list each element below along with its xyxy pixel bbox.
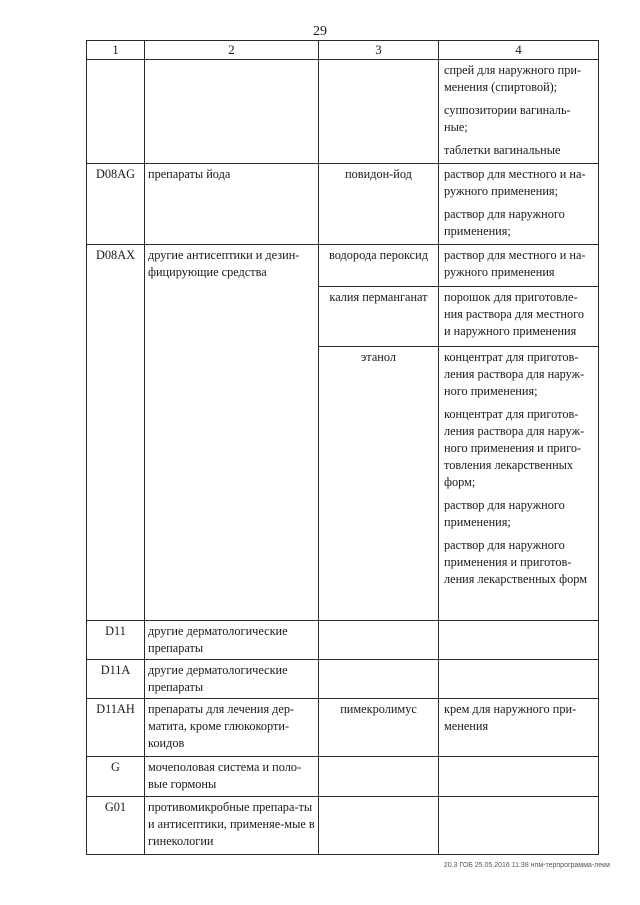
forms-cell [439,660,599,699]
table-row [87,245,599,287]
name-cell: препараты йода [145,164,319,245]
code-cell [87,60,145,164]
drug-cell [319,660,439,699]
name-cell: препараты для лечения дер-матита, кроме глюкокорти-коидов [145,699,319,757]
table-row [87,757,599,797]
form-item: таблетки вагинальные [444,143,561,157]
form-item: суппозитории вагиналь-ные; [444,103,571,134]
header-col-3: 3 [319,41,439,60]
table-row [87,699,599,757]
name-cell: мочеполовая система и поло-вые гормоны [145,757,319,797]
header-col-4: 4 [439,41,599,60]
code-cell: D11AH [87,699,145,757]
header-row [87,41,599,60]
name-cell: другие антисептики и дезин-фицирующие средства [145,245,319,621]
header-col-1: 1 [87,41,145,60]
drug-table [86,40,599,855]
code-cell: D11A [87,660,145,699]
name-cell: другие дерматологические препараты [145,660,319,699]
drug-cell: повидон-йод [319,164,439,245]
drug-cell [319,60,439,164]
forms-cell [439,797,599,855]
drug-cell [319,757,439,797]
forms-cell [439,164,599,245]
form-item: раствор для наружного применения; [444,207,565,238]
table-row [87,621,599,660]
forms-cell: порошок для приготовле-ния раствора для местного и наружного применения [439,287,599,347]
table-row [87,164,599,245]
forms-cell [439,621,599,660]
table-row [87,60,599,164]
forms-cell [439,757,599,797]
form-item: раствор для наружного применения; [444,498,565,529]
name-cell: противомикробные препара-ты и антисептики, применяе-мые в гинекологии [145,797,319,855]
header-col-2: 2 [145,41,319,60]
form-item: раствор для наружного применения и приготов-ления лекарственных форм [444,538,588,586]
table-row [87,797,599,855]
form-item: концентрат для приготов-ления раствора для наруж-ного применения и приго-товления лекарственных форм; [444,407,585,489]
forms-cell: крем для наружного при-менения [439,699,599,757]
form-item: концентрат для приготов-ления раствора для наруж-ного применения; [444,350,585,398]
form-item: спрей для наружного при-менения (спиртовой); [444,63,582,94]
name-cell: другие дерматологические препараты [145,621,319,660]
forms-cell [439,347,599,621]
forms-cell: раствор для местного и на-ружного применения [439,245,599,287]
page-number: 29 [313,24,327,39]
drug-cell [319,621,439,660]
code-cell: D11 [87,621,145,660]
drug-cell: калия перманганат [319,287,439,347]
drug-cell [319,797,439,855]
name-cell [145,60,319,164]
table-row [87,660,599,699]
code-cell: D08AG [87,164,145,245]
form-item: раствор для местного и на-ружного применения; [444,167,586,198]
drug-cell: пимекролимус [319,699,439,757]
drug-cell: водорода пероксид [319,245,439,287]
code-cell: G01 [87,797,145,855]
drug-cell: этанол [319,347,439,621]
forms-cell [439,60,599,164]
code-cell: D08AX [87,245,145,621]
document-footer: 20.3 ГОБ 25.05.2016 11:38 нпм-терпрограмма-лекм [443,862,610,869]
code-cell: G [87,757,145,797]
